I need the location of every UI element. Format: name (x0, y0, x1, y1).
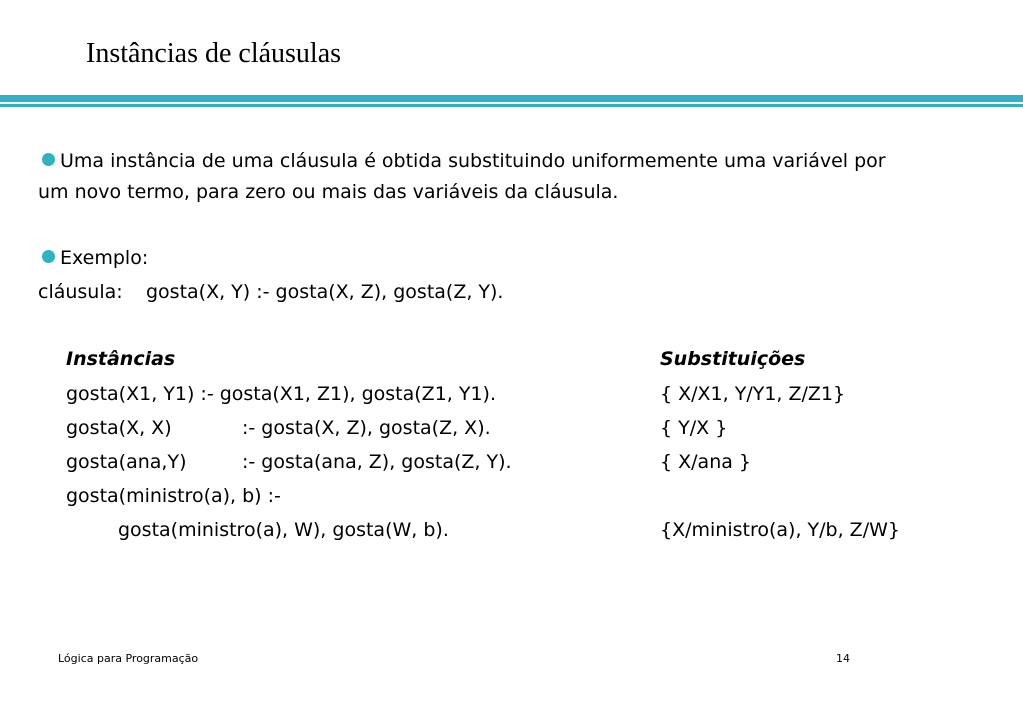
substitution-row-3: { X/ana } (660, 451, 752, 473)
instance-row-1: gosta(X1, Y1) :- gosta(X1, Z1), gosta(Z1, Y1). (66, 383, 497, 405)
instance-row-3-head: gosta(ana,Y) (66, 451, 187, 473)
clause-label: cláusula: (38, 281, 123, 303)
bullet-definition (42, 146, 886, 177)
clause-text: gosta(X, Y) :- gosta(X, Z), gosta(Z, Y). (146, 281, 504, 303)
instance-row-4-head: gosta(ministro(a), b) :- (66, 485, 281, 507)
header-substitutions: Substituições (660, 348, 806, 370)
substitution-row-1: { X/X1, Y/Y1, Z/Z1} (660, 383, 846, 405)
example-label: Exemplo: (60, 247, 149, 269)
bullet-dot-icon (42, 250, 55, 263)
bullet-example (42, 243, 148, 274)
title-rule-thick (0, 95, 1023, 102)
instance-row-2-head: gosta(X, X) (66, 417, 172, 439)
title-rule-thin (0, 104, 1023, 107)
definition-line-2: um novo termo, para zero ou mais das variáveis da cláusula. (38, 181, 619, 203)
instance-row-3-body: :- gosta(ana, Z), gosta(Z, Y). (242, 451, 512, 473)
page-number: 14 (836, 652, 850, 665)
header-instances: Instâncias (66, 348, 176, 370)
instance-row-4-body: gosta(ministro(a), W), gosta(W, b). (118, 519, 449, 541)
substitution-row-4: {X/ministro(a), Y/b, Z/W} (660, 519, 900, 541)
substitution-row-2: { Y/X } (660, 417, 728, 439)
bullet-dot-icon (42, 153, 55, 166)
definition-line-1: Uma instância de uma cláusula é obtida substituindo uniformemente uma variável por (60, 150, 886, 172)
footer-course-title: Lógica para Programação (58, 652, 199, 665)
slide-title: Instâncias de cláusulas (86, 38, 342, 69)
instance-row-2-body: :- gosta(X, Z), gosta(Z, X). (242, 417, 491, 439)
